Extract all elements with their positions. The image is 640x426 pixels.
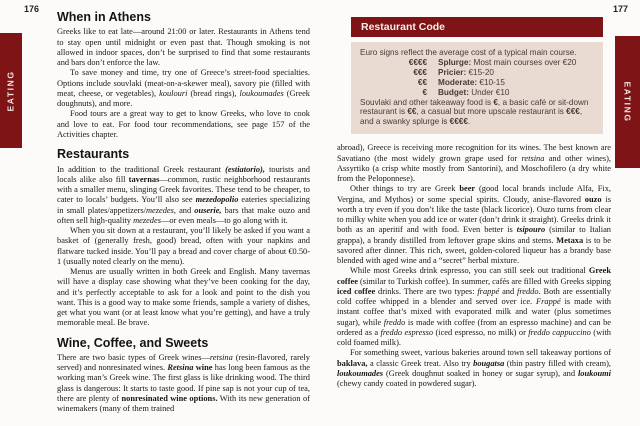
paragraph: To save money and time, try one of Greece’s street-food specialties. Options include souvlaki (meat-on-a-skewer meal), savory pie (filled with meat, cheese, or vegetables), koulouri (bread rings), loukoumades (Greek doughnuts), and more. (57, 68, 310, 109)
restaurant-code-title: Restaurant Code (351, 17, 603, 37)
euro-symbols: €€€ (413, 67, 427, 77)
page-number-left: 176 (24, 4, 40, 14)
restaurant-code-intro: Euro signs reflect the average cost of a typical main course. (360, 48, 577, 57)
right-page-column (337, 17, 611, 389)
section-heading: Restaurants (57, 147, 130, 162)
section-heading: Wine, Coffee, and Sweets (57, 335, 209, 350)
right-page-text (337, 143, 611, 389)
tier-description: Budget: Under €10 (438, 87, 510, 97)
section-heading: When in Athens (57, 10, 151, 24)
price-tier-row (360, 78, 594, 88)
chapter-tab-right-label: EATING (622, 81, 633, 123)
paragraph: In addition to the traditional Greek restaurant (estiatorio), tourists and locals alike also fill tavernas—common, rustic neighborhood restaurants with a smaller menu, slinging Greek favorites. These tend to be cheaper, to cater to locals’ budgets. You’ll also see mezedopolio eateries specializing in small plates/appetizers/mezedes, and ouserie, bars that make ouzo and often sell high-quality mezedes—or even meals—to go along with it. (57, 164, 310, 225)
euro-symbols: €€€€ (408, 57, 427, 67)
euro-symbols: € (422, 87, 427, 97)
chapter-tab-left (0, 33, 22, 148)
chapter-tab-right (615, 36, 640, 168)
price-tier-row (360, 68, 594, 78)
page-number-right: 177 (612, 4, 628, 14)
restaurant-code-body (351, 42, 603, 134)
tier-description: Pricier: €15-20 (438, 67, 494, 77)
paragraph: Food tours are a great way to get to know Greeks, who love to cook and love to eat. For food tour recommendations, see page 157 of the Activities chapter. (57, 109, 310, 139)
price-tier-row (360, 88, 594, 98)
left-page-column (57, 10, 310, 414)
tier-description: Splurge: Most main courses over €20 (438, 57, 577, 67)
paragraph: While most Greeks drink espresso, you can still seek out traditional Greek coffee (similar to Turkish coffee). In summer, cafés are filled with Greeks sipping iced coffee drinks. There are two types: frappé and freddo. Both are essentially cold coffee whipped in a blender and served over ice. Frappé is made with instant coffee that’s mixed with evaporated milk and water (plus sometimes sugar), while freddo is made with coffee (from an espresso machine) and can be ordered as a freddo espresso (iced espresso, no milk) or freddo cappuccino (with cold foamed milk). (337, 266, 612, 347)
paragraph: abroad), Greece is receiving more recognition for its wines. The best known are Savatiano (the most widely grown grape used for retsina and other wines), Assyrtiko (a crisp white mostly from Santorini), and Moschofilero (a dry white from the Peloponnese). (337, 143, 611, 183)
paragraph: Menus are usually written in both Greek and English. Many tavernas will have a display case showing what they’ve been cooking for the day, and it’s perfectly acceptable to ask for a look and point to the dish you want. This is a good way to make some friends, sample a variety of dishes, get what you want (or at least know what you’re getting), and have a truly memorable meal. Be brave. (57, 267, 310, 328)
paragraph: When you sit down at a restaurant, you’ll likely be asked if you want a basket of (generally fresh, good) bread, often with your napkins and flatware tucked inside. You’ll pay a bread and cover charge of about €0.50-1 (usually noted clearly on the menu). (57, 226, 310, 266)
restaurant-code-box (351, 17, 603, 134)
chapter-tab-left-label: EATING (6, 69, 16, 112)
tier-description: Moderate: €10-15 (438, 77, 505, 87)
euro-symbols: €€ (417, 77, 427, 87)
paragraph: Other things to try are Greek beer (good local brands include Alfa, Fix, Vergina, and Mythos) or some special spirits. Cloudy, anise-flavored ouzo is worth a try even if you don’t like the taste (black licorice). Ouzo turns from clear to milky white when you add ice or water (don’t drink it straight). Greeks drink it both as an aperitif and with food. Even better is tsipouro (similar to Italian grappa), a brandy distilled from leftover grape skins and stems. Metaxa is to be savored after dinner. This rich, sweet, golden-colored liqueur has a brandy base blended with aged wine and a “secret” herbal mixture. (337, 184, 612, 265)
price-tier-list (360, 58, 594, 98)
paragraph: Greeks like to eat late—around 21:00 or later. Restaurants in Athens tend to stay open until midnight or even past that. Though smoking is not allowed in indoor spaces, don’t be surprised to find that some restaurants and bars don’t enforce the law. (57, 27, 310, 68)
paragraph: For something sweet, various bakeries around town sell takeaway portions of baklava, a classic Greek treat. Also try bougatsa (thin pastry filled with cream), loukoumades (Greek doughnut soaked in honey or sugar syrup), and loukoumi (chewy candy coated in powdered sugar). (337, 348, 611, 388)
restaurant-code-footer: Souvlaki and other takeaway food is €, a basic café or sit-down restaurant is €€, a casual but more upscale restaurant is €€€, and a swanky splurge is €€€€. (360, 97, 589, 127)
paragraph: There are two basic types of Greek wines—retsina (resin-flavored, rarely served) and nonresinated wines. Retsina wine has long been famous as the working man’s Greek wine. The first glass is like drinking wood. The third glass is dangerous: It starts to taste good. If pine sap is not your cup of tea, there are plenty of nonresinated wine options. With its new generation of winemakers (many of them trained (57, 352, 310, 414)
price-tier-row (360, 58, 594, 68)
